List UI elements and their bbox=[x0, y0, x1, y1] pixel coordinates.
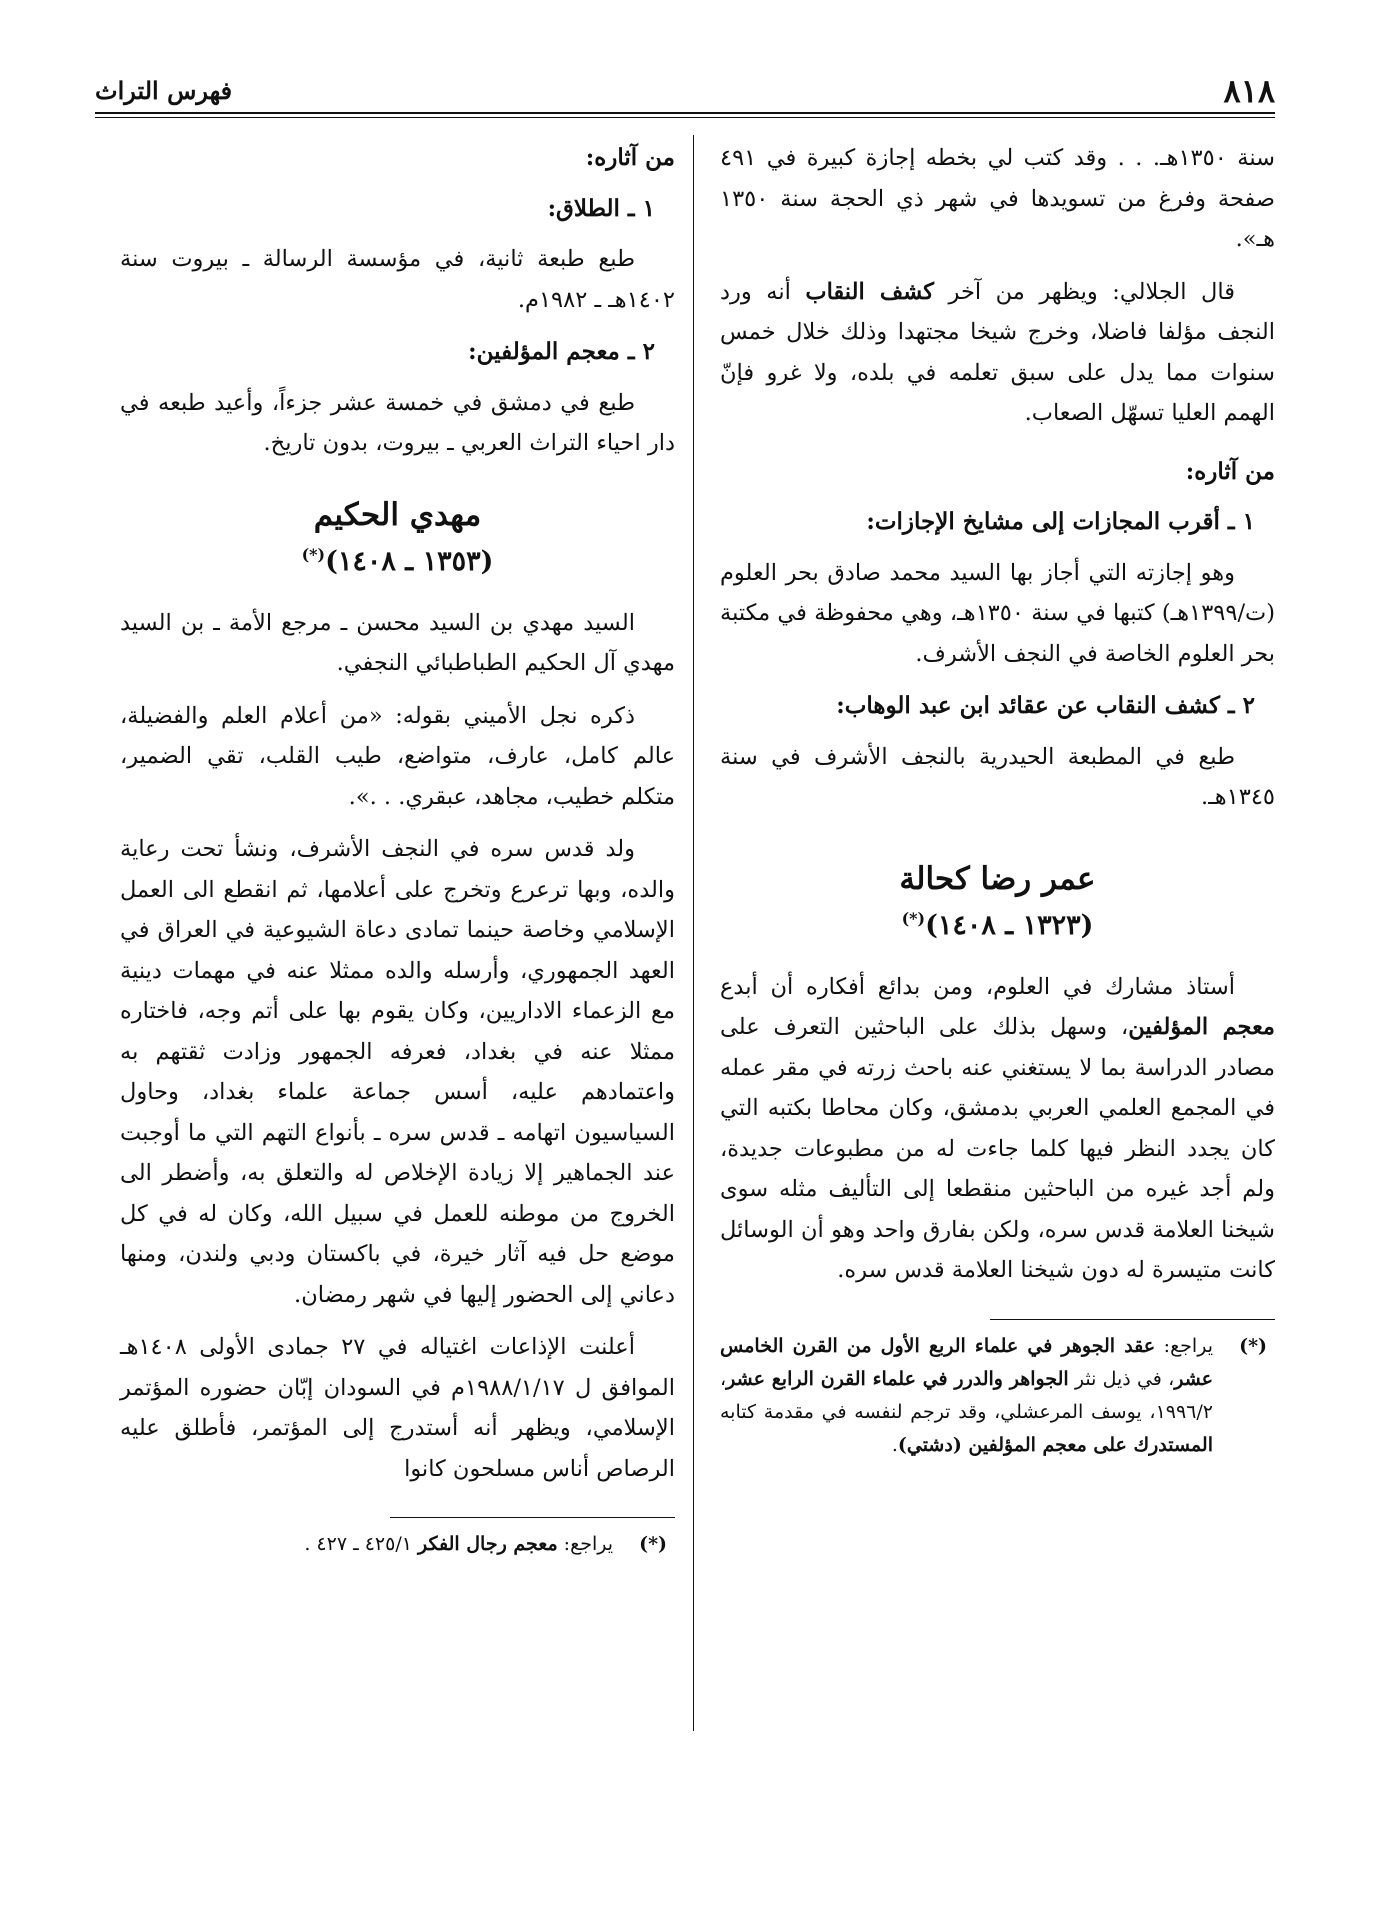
book-title: معجم رجال الفكر bbox=[417, 1533, 558, 1555]
book-title: عقد الجوهر في علماء الربع الأول من القرن الخامس عشر bbox=[720, 1334, 1213, 1390]
book-title: الجواهر والدرر في علماء القرن الرابع عشر bbox=[726, 1367, 1069, 1390]
right-column bbox=[720, 138, 1275, 1462]
footnote-mark: (*) bbox=[639, 1533, 667, 1555]
biography-dates bbox=[120, 536, 675, 581]
paragraph: السيد مهدي بن السيد محسن ـ مرجع الأمة ـ بن السيد مهدي آل الحكيم الطباطبائي النجفي. bbox=[120, 609, 675, 676]
paragraph: طبع في دمشق في خمسة عشر جزءاً، وأعيد طبعه في دار احياء التراث العربي ـ بيروت، بدون تاريخ. bbox=[120, 389, 675, 456]
work-title: ٢ ـ كشف النقاب عن عقائد ابن عبد الوهاب: bbox=[836, 692, 1255, 719]
footnote bbox=[120, 1528, 675, 1561]
text: . bbox=[891, 1433, 898, 1456]
text: أستاذ مشارك في العلوم، ومن بدائع أفكاره أن أبدع bbox=[720, 973, 1235, 1000]
footnote-ref: (*) bbox=[301, 544, 326, 564]
text: قال الجلالي: ويظهر من آخر bbox=[934, 278, 1235, 305]
footnote-ref: (*) bbox=[901, 908, 926, 928]
page-number: ٨١٨ bbox=[1223, 72, 1275, 110]
dates: (١٣٥٣ ـ ١٤٠٨) bbox=[325, 545, 494, 577]
footnote bbox=[720, 1330, 1275, 1462]
running-title: فهرس التراث bbox=[95, 76, 233, 105]
text: ، في ذيل نثر bbox=[1068, 1367, 1175, 1390]
work-title: ٢ ـ معجم المؤلفين: bbox=[468, 338, 655, 365]
biography-dates bbox=[720, 900, 1275, 945]
paragraph bbox=[720, 272, 1275, 434]
left-column bbox=[120, 138, 675, 1561]
works-heading: من آثاره: bbox=[585, 144, 675, 171]
text: يراجع: bbox=[1155, 1334, 1213, 1357]
footnote-rule bbox=[390, 1517, 675, 1518]
work-title: ١ ـ الطلاق: bbox=[547, 194, 655, 222]
book-title: معجم المؤلفين bbox=[1128, 1014, 1275, 1040]
paragraph bbox=[720, 967, 1275, 1291]
biography-name: عمر رضا كحالة bbox=[899, 860, 1096, 897]
book-title: المستدرك على معجم المؤلفين (دشتي) bbox=[897, 1433, 1213, 1456]
paragraph: أعلنت الإذاعات اغتياله في ٢٧ جمادى الأولى ١٤٠٨هـ الموافق ل ١٩٨٨/١/١٧م في السودان إبّان حضوره المؤتمر الإسلامي، ويظهر أنه أستدرج إلى المؤتمر، فأطلق عليه الرصاص أناس مسلحون كانوا bbox=[120, 1334, 675, 1482]
header-rule bbox=[95, 112, 1275, 114]
works-heading: من آثاره: bbox=[1185, 457, 1275, 485]
footnote-mark: (*) bbox=[1239, 1334, 1267, 1357]
biography-name: مهدي الحكيم bbox=[313, 496, 482, 533]
header-rule-thin bbox=[95, 117, 1275, 118]
footnote-rule bbox=[990, 1319, 1275, 1320]
book-title: كشف النقاب bbox=[805, 278, 934, 305]
text: ، وسهل بذلك على الباحثين التعرف على مصادر الدراسة بما لا يستغني عنه باحث زرته في مقر عمله في المجمع العلمي العربي بدمشق، وكان محاطا بكتبه التي كان يجدد النظر فيها كلما جاءت له من مطبوعات جديدة، ولم أجد غيره من الباحثين منقطعا إلى التأليف مثله سوى شيخنا العلامة قدس سره، ولكن بفارق واحد وهو أن الوسائل كانت متيسرة له دون شيخنا العلامة قدس سره. bbox=[720, 1014, 1275, 1283]
paragraph: طبع طبعة ثانية، في مؤسسة الرسالة ـ بيروت سنة ١٤٠٢هـ ـ ١٩٨٢م. bbox=[120, 246, 675, 313]
dates: (١٣٢٣ ـ ١٤٠٨) bbox=[925, 909, 1094, 941]
text: ، ١٩٩٦/٢، يوسف المرعشلي، وقد ترجم لنفسه في مقدمة كتابه bbox=[720, 1367, 1213, 1423]
text: يراجع: bbox=[557, 1533, 613, 1555]
work-title: ١ ـ أقرب المجازات إلى مشايخ الإجازات: bbox=[866, 508, 1255, 535]
paragraph: ذكره نجل الأميني بقوله: «من أعلام العلم والفضيلة، عالم كامل، عارف، متواضع، طيب القلب، تقي الضمير، متكلم خطيب، مجاهد، عبقري. . .». bbox=[120, 702, 675, 810]
paragraph: ولد قدس سره في النجف الأشرف، ونشأ تحت رعاية والده، وبها ترعرع وتخرج على أعلامها، ثم انقطع الى العمل الإسلامي وخاصة حينما تمادى دعاة الشيوعية في العراق في العهد الجمهوري، وأرسله والده ممثلا عنه في مهمات دينية مع الزعماء الاداريين، وكان يقوم بها على أتم وجه، فاختاره ممثلا عنه في بغداد، فعرفه الجمهور وزادت ثقتهم به واعتمادهم عليه، أسس جماعة علماء بغداد، وحاول السياسيون اتهامه ـ قدس سره ـ بأنواع التهم التي ما أوجبت عند الجماهير إلا زيادة الإخلاص له والتعلق به، وأضطر الى الخروج من موطنه للعمل في سبيل الله، وكان له في كل موضع حل فيه آثار خيرة، في باكستان ودبي ولندن، ومنها دعاني إلى الحضور إليها في شهر رمضان. bbox=[120, 836, 675, 1308]
paragraph: وهو إجازته التي أجاز بها السيد محمد صادق بحر العلوم (ت/١٣٩٩هـ) كتبها في سنة ١٣٥٠هـ، وهي محفوظة في مكتبة بحر العلوم الخاصة في النجف الأشرف. bbox=[720, 559, 1275, 667]
text: ٤٢٥/١ ـ ٤٢٧ . bbox=[304, 1533, 418, 1555]
paragraph: سنة ١٣٥٠هـ. . . وقد كتب لي بخطه إجازة كبيرة في ٤٩١ صفحة وفرغ من تسويدها في شهر ذي الحجة سنة ١٣٥٠ هـ». bbox=[720, 145, 1275, 252]
text: أنه ورد النجف مؤلفا فاضلا، وخرج شيخا مجتهدا وذلك خلال خمس سنوات مما يدل على سبق تعلمه في بلده، ولا غرو فإنّ الهمم العليا تسهّل الصعاب. bbox=[720, 278, 1275, 426]
page-header bbox=[95, 72, 1275, 112]
paragraph: طبع في المطبعة الحيدرية بالنجف الأشرف في سنة ١٣٤٥هـ. bbox=[720, 743, 1275, 810]
column-divider bbox=[693, 135, 694, 1731]
